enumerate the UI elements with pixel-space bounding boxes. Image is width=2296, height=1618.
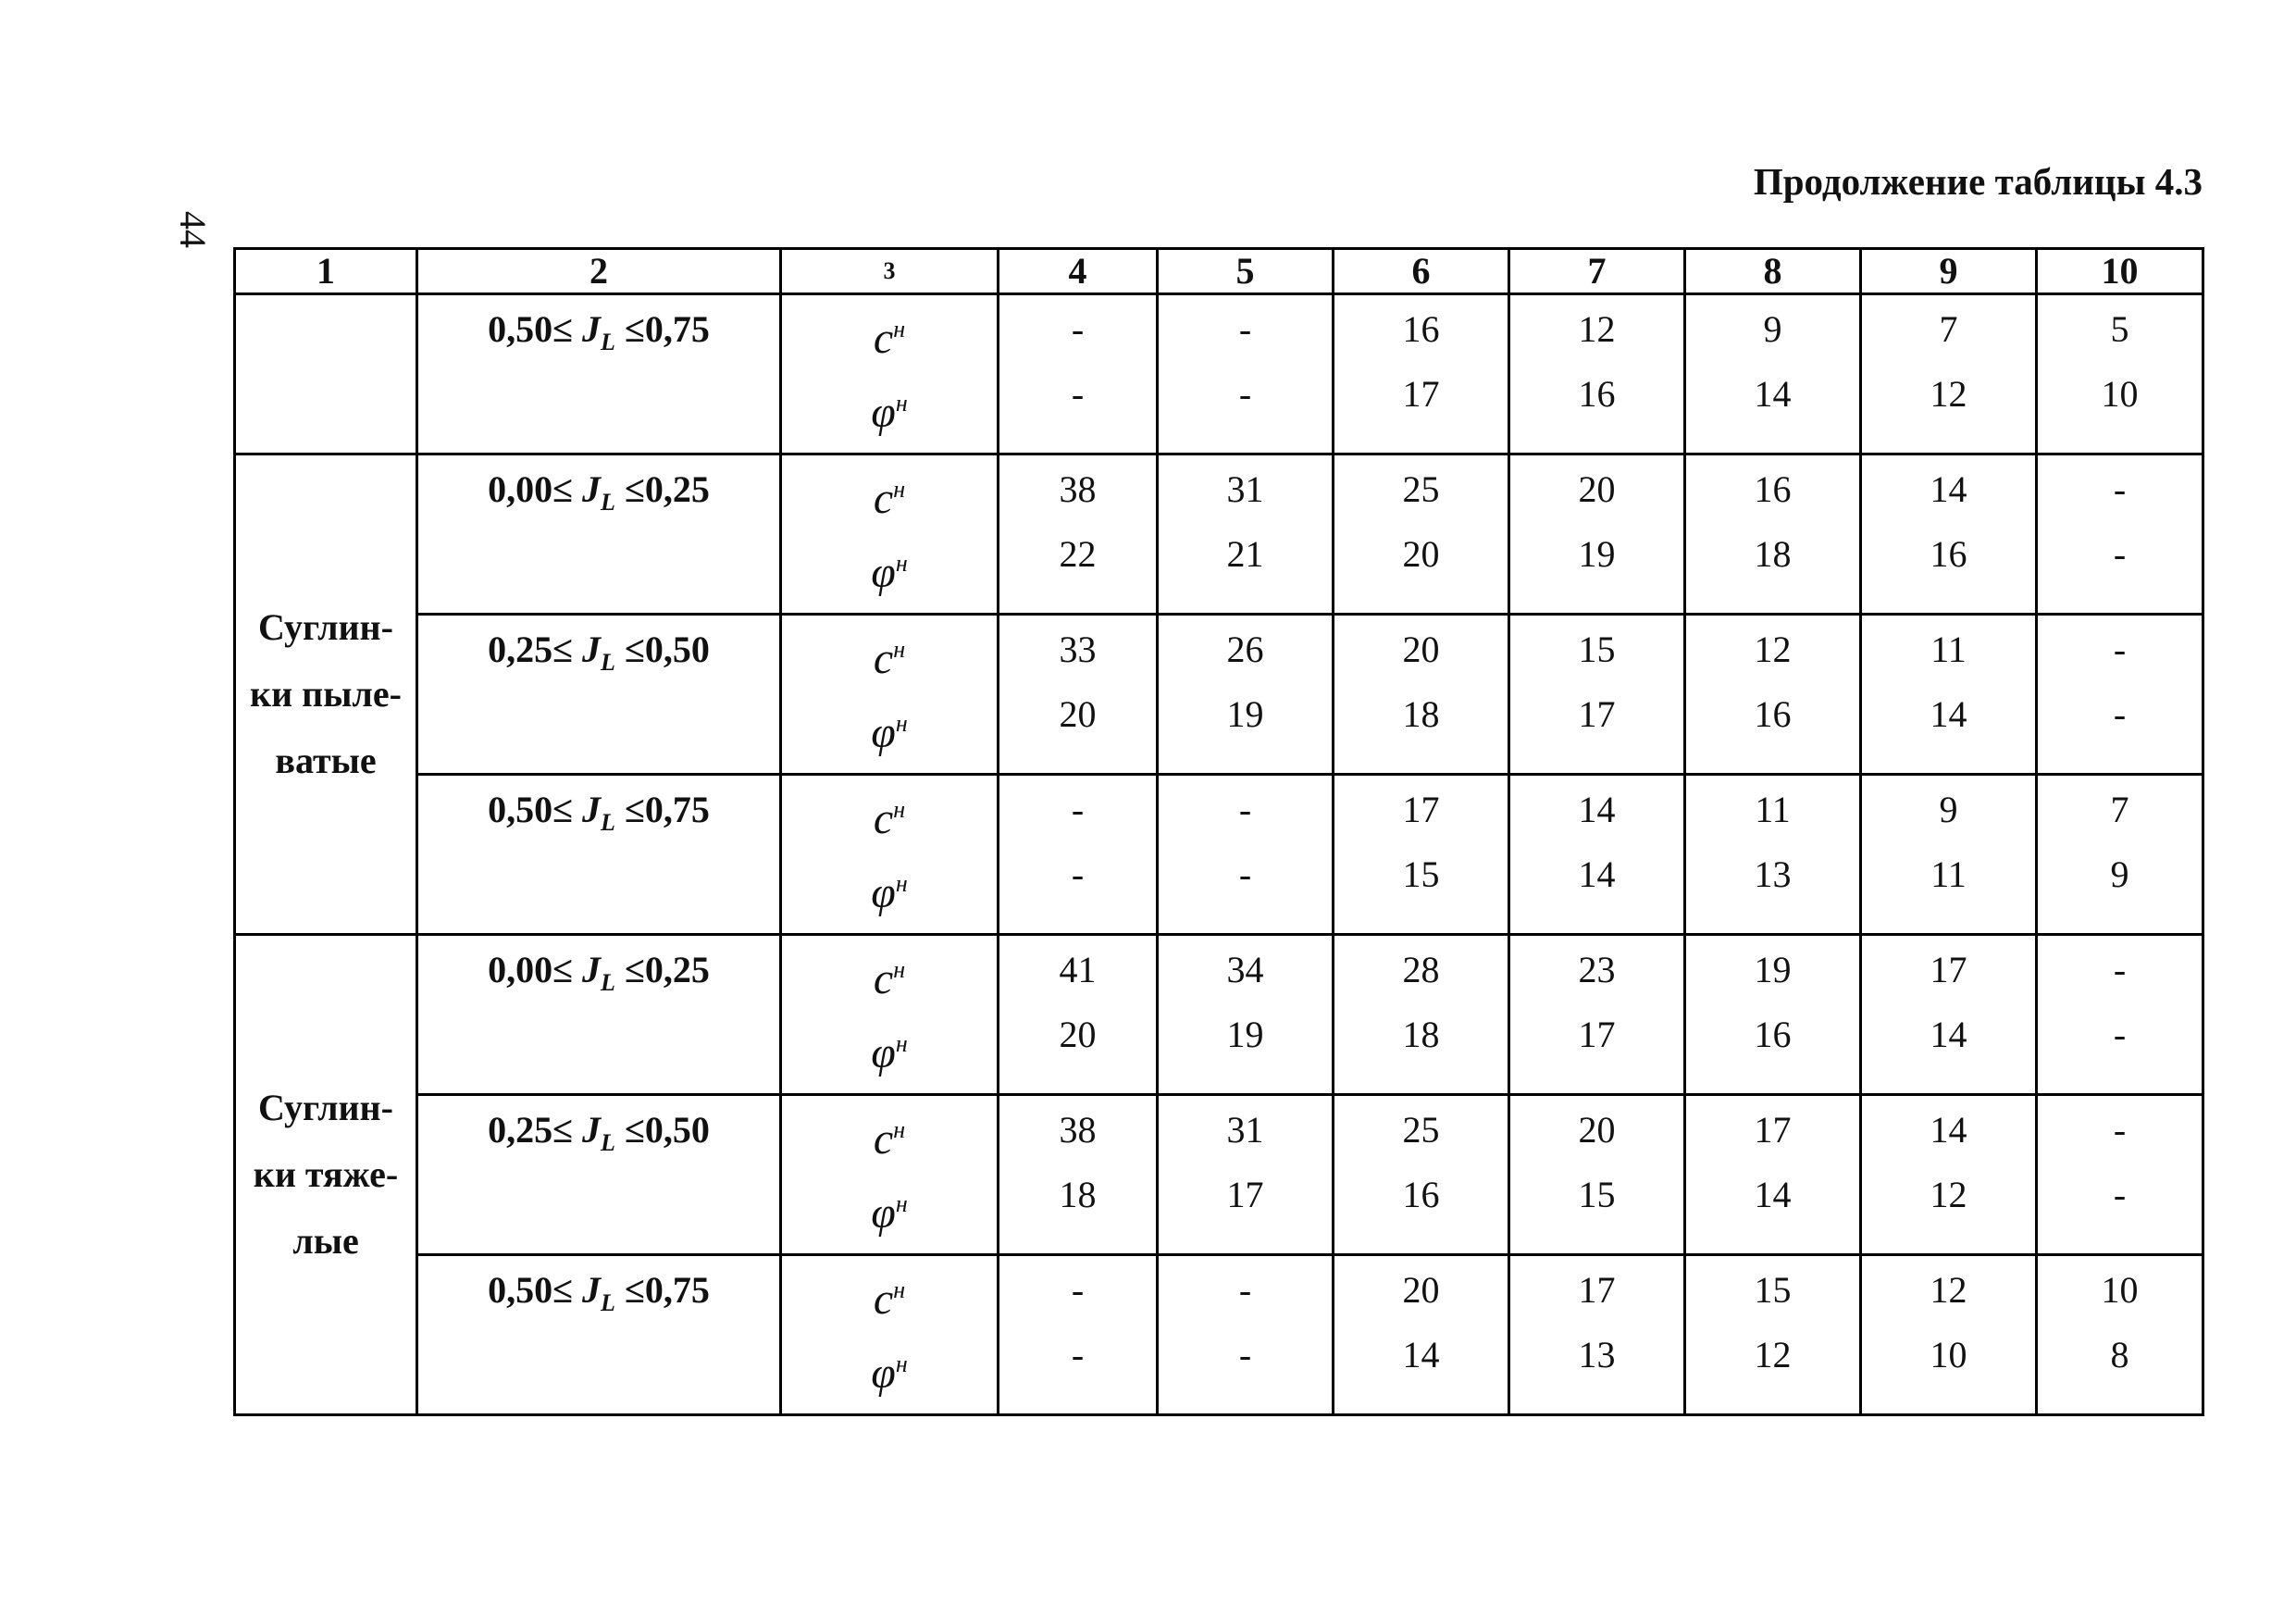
friction-angle-symbol bbox=[782, 691, 997, 765]
cohesion-symbol-superscript: н bbox=[893, 956, 906, 983]
cohesion-symbol-superscript: н bbox=[893, 796, 906, 823]
friction-angle-value: 14 bbox=[1754, 1174, 1792, 1215]
cohesion-symbol-letter: с bbox=[873, 1275, 894, 1324]
cohesion-symbol-letter: с bbox=[873, 474, 894, 523]
cohesion-value: 17 bbox=[1402, 789, 1440, 830]
value-cell bbox=[1509, 1255, 1685, 1415]
column-header: 10 bbox=[2037, 249, 2203, 294]
column-header: 6 bbox=[1334, 249, 1509, 294]
friction-angle-value: 18 bbox=[1402, 1014, 1440, 1055]
table-row bbox=[235, 1095, 2203, 1255]
column-header: 9 bbox=[1861, 249, 2037, 294]
cohesion-symbol bbox=[782, 938, 997, 1012]
range-variable-letter: J bbox=[582, 308, 602, 350]
cohesion-value: 17 bbox=[1754, 1109, 1792, 1151]
friction-angle-symbol-superscript: н bbox=[895, 550, 908, 577]
friction-angle-symbol bbox=[782, 371, 997, 445]
value-cell bbox=[1158, 775, 1334, 935]
cohesion-symbol bbox=[782, 778, 997, 852]
friction-angle-value: - bbox=[1071, 853, 1085, 895]
range-low: 0,00≤ bbox=[488, 468, 574, 510]
cohesion-value: - bbox=[2113, 949, 2127, 990]
cohesion-value: 15 bbox=[1578, 629, 1616, 670]
column-header: 1 bbox=[235, 249, 417, 294]
range-variable-subscript: L bbox=[601, 1129, 615, 1156]
range-variable bbox=[573, 1109, 625, 1156]
friction-angle-value: 17 bbox=[1402, 373, 1440, 415]
friction-angle-value: 22 bbox=[1059, 533, 1097, 575]
friction-angle-value: 20 bbox=[1059, 693, 1097, 735]
cohesion-value: 41 bbox=[1059, 949, 1097, 990]
value-cell bbox=[1861, 615, 2037, 775]
friction-angle-value: 19 bbox=[1578, 533, 1616, 575]
value-cell bbox=[1334, 454, 1509, 615]
friction-angle-value: 17 bbox=[1226, 1174, 1264, 1215]
cohesion-value: - bbox=[1238, 1269, 1252, 1311]
range-variable-subscript: L bbox=[601, 969, 615, 996]
friction-angle-value: 14 bbox=[1402, 1334, 1440, 1375]
friction-angle-value: 21 bbox=[1226, 533, 1264, 575]
table-row bbox=[235, 1255, 2203, 1415]
value-cell bbox=[1509, 775, 1685, 935]
header-row bbox=[235, 249, 2203, 294]
liquidity-index-range bbox=[417, 1255, 781, 1415]
cohesion-value: 5 bbox=[2110, 308, 2129, 350]
friction-angle-symbol-letter: φ bbox=[871, 1028, 896, 1077]
cohesion-symbol-superscript: н bbox=[893, 476, 906, 503]
range-variable-letter: J bbox=[582, 949, 602, 990]
cohesion-value: - bbox=[2113, 629, 2127, 670]
cohesion-value: 28 bbox=[1402, 949, 1440, 990]
cohesion-value: 12 bbox=[1578, 308, 1616, 350]
value-cell bbox=[1158, 454, 1334, 615]
range-variable-letter: J bbox=[582, 1269, 602, 1311]
friction-angle-symbol bbox=[782, 1012, 997, 1086]
value-cell bbox=[1334, 775, 1509, 935]
column-header: 7 bbox=[1509, 249, 1685, 294]
value-cell bbox=[1158, 294, 1334, 454]
cohesion-value: 20 bbox=[1402, 629, 1440, 670]
friction-angle-value: 13 bbox=[1578, 1334, 1616, 1375]
value-cell bbox=[999, 454, 1158, 615]
friction-angle-value: 13 bbox=[1754, 853, 1792, 895]
parameter-symbols bbox=[781, 1095, 999, 1255]
value-cell bbox=[999, 294, 1158, 454]
friction-angle-value: 14 bbox=[1930, 693, 1967, 735]
column-header: 4 bbox=[999, 249, 1158, 294]
friction-angle-value: 16 bbox=[1578, 373, 1616, 415]
range-variable-subscript: L bbox=[601, 649, 615, 676]
friction-angle-symbol-letter: φ bbox=[871, 548, 896, 597]
parameter-symbols bbox=[781, 775, 999, 935]
friction-angle-value: 19 bbox=[1226, 1014, 1264, 1055]
value-cell bbox=[1685, 1255, 1861, 1415]
friction-angle-symbol-superscript: н bbox=[895, 870, 908, 897]
friction-angle-value: - bbox=[2113, 533, 2127, 575]
value-cell bbox=[999, 615, 1158, 775]
cohesion-value: 12 bbox=[1754, 629, 1792, 670]
value-cell bbox=[1685, 454, 1861, 615]
friction-angle-value: - bbox=[1071, 373, 1085, 415]
friction-angle-symbol-letter: φ bbox=[871, 1349, 896, 1398]
cohesion-symbol bbox=[782, 1098, 997, 1172]
range-low: 0,50≤ bbox=[488, 789, 574, 830]
friction-angle-symbol-superscript: н bbox=[895, 1190, 908, 1217]
value-cell bbox=[2037, 1255, 2203, 1415]
value-cell bbox=[999, 935, 1158, 1095]
friction-angle-value: 9 bbox=[2110, 853, 2129, 895]
cohesion-value: 38 bbox=[1059, 468, 1097, 510]
value-cell bbox=[1685, 775, 1861, 935]
range-low: 0,25≤ bbox=[488, 629, 574, 670]
value-cell bbox=[1685, 935, 1861, 1095]
friction-angle-symbol-superscript: н bbox=[895, 1350, 908, 1377]
cohesion-value: 12 bbox=[1930, 1269, 1967, 1311]
soil-group-name bbox=[235, 294, 417, 454]
friction-angle-value: - bbox=[1238, 853, 1252, 895]
friction-angle-value: 10 bbox=[2101, 373, 2139, 415]
friction-angle-value: 12 bbox=[1930, 1174, 1967, 1215]
friction-angle-value: 15 bbox=[1578, 1174, 1616, 1215]
range-variable-letter: J bbox=[582, 468, 602, 510]
cohesion-symbol-superscript: н bbox=[893, 636, 906, 663]
cohesion-value: 15 bbox=[1754, 1269, 1792, 1311]
friction-angle-value: 14 bbox=[1930, 1014, 1967, 1055]
range-variable-subscript: L bbox=[601, 489, 615, 516]
range-high: ≤0,25 bbox=[624, 949, 710, 990]
range-variable bbox=[573, 789, 625, 836]
friction-angle-symbol bbox=[782, 531, 997, 605]
range-high: ≤0,50 bbox=[624, 629, 710, 670]
range-high: ≤0,75 bbox=[624, 308, 710, 350]
value-cell bbox=[1158, 1255, 1334, 1415]
friction-angle-value: 12 bbox=[1754, 1334, 1792, 1375]
value-cell bbox=[1334, 1255, 1509, 1415]
parameter-symbols bbox=[781, 935, 999, 1095]
parameter-symbols bbox=[781, 615, 999, 775]
cohesion-value: - bbox=[1071, 308, 1085, 350]
value-cell bbox=[999, 1255, 1158, 1415]
value-cell bbox=[1861, 1255, 2037, 1415]
friction-angle-value: 8 bbox=[2110, 1334, 2129, 1375]
range-variable-subscript: L bbox=[601, 329, 615, 355]
liquidity-index-range bbox=[417, 775, 781, 935]
friction-angle-value: 16 bbox=[1754, 1014, 1792, 1055]
friction-angle-value: 19 bbox=[1226, 693, 1264, 735]
value-cell bbox=[1509, 294, 1685, 454]
friction-angle-value: 10 bbox=[1930, 1334, 1967, 1375]
value-cell bbox=[2037, 935, 2203, 1095]
friction-angle-value: - bbox=[1071, 1334, 1085, 1375]
friction-angle-value: - bbox=[2113, 1014, 2127, 1055]
friction-angle-value: 11 bbox=[1930, 853, 1967, 895]
column-header: 8 bbox=[1685, 249, 1861, 294]
cohesion-symbol-letter: с bbox=[873, 954, 894, 1003]
friction-angle-value: - bbox=[2113, 693, 2127, 735]
friction-angle-value: 14 bbox=[1578, 853, 1616, 895]
column-header: 3 bbox=[781, 249, 999, 294]
table-row bbox=[235, 935, 2203, 1095]
cohesion-value: 20 bbox=[1578, 1109, 1616, 1151]
value-cell bbox=[1861, 935, 2037, 1095]
range-low: 0,00≤ bbox=[488, 949, 574, 990]
friction-angle-symbol-letter: φ bbox=[871, 388, 896, 437]
value-cell bbox=[999, 1095, 1158, 1255]
range-variable bbox=[573, 629, 625, 676]
value-cell bbox=[1334, 935, 1509, 1095]
range-variable bbox=[573, 1269, 625, 1316]
cohesion-value: 7 bbox=[1939, 308, 1958, 350]
friction-angle-value: 12 bbox=[1930, 373, 1967, 415]
friction-angle-value: - bbox=[2113, 1174, 2127, 1215]
value-cell bbox=[1861, 294, 2037, 454]
column-header: 5 bbox=[1158, 249, 1334, 294]
friction-angle-value: 16 bbox=[1930, 533, 1967, 575]
range-variable bbox=[573, 308, 625, 355]
range-variable-subscript: L bbox=[601, 1289, 615, 1316]
cohesion-value: 11 bbox=[1755, 789, 1791, 830]
value-cell bbox=[2037, 775, 2203, 935]
cohesion-symbol-superscript: н bbox=[893, 316, 906, 342]
cohesion-value: 16 bbox=[1754, 468, 1792, 510]
range-high: ≤0,50 bbox=[624, 1109, 710, 1151]
range-low: 0,50≤ bbox=[488, 308, 574, 350]
cohesion-symbol bbox=[782, 617, 997, 691]
friction-angle-value: 15 bbox=[1402, 853, 1440, 895]
friction-angle-symbol bbox=[782, 852, 997, 926]
parameter-symbols bbox=[781, 454, 999, 615]
cohesion-value: - bbox=[2113, 1109, 2127, 1151]
range-variable-letter: J bbox=[582, 789, 602, 830]
value-cell bbox=[1158, 615, 1334, 775]
range-variable-letter: J bbox=[582, 1109, 602, 1151]
cohesion-value: 23 bbox=[1578, 949, 1616, 990]
cohesion-value: 25 bbox=[1402, 468, 1440, 510]
range-low: 0,50≤ bbox=[488, 1269, 574, 1311]
friction-angle-value: 17 bbox=[1578, 693, 1616, 735]
cohesion-value: - bbox=[1238, 789, 1252, 830]
cohesion-value: 17 bbox=[1930, 949, 1967, 990]
parameter-symbols bbox=[781, 294, 999, 454]
range-variable bbox=[573, 949, 625, 996]
cohesion-symbol bbox=[782, 297, 997, 371]
friction-angle-symbol-superscript: н bbox=[895, 1030, 908, 1057]
friction-angle-symbol bbox=[782, 1332, 997, 1406]
friction-angle-value: 14 bbox=[1754, 373, 1792, 415]
range-low: 0,25≤ bbox=[488, 1109, 574, 1151]
value-cell bbox=[2037, 1095, 2203, 1255]
cohesion-symbol bbox=[782, 1258, 997, 1332]
liquidity-index-range bbox=[417, 294, 781, 454]
friction-angle-symbol-letter: φ bbox=[871, 1189, 896, 1238]
cohesion-value: 9 bbox=[1763, 308, 1782, 350]
cohesion-value: 26 bbox=[1226, 629, 1264, 670]
cohesion-symbol bbox=[782, 457, 997, 531]
cohesion-value: 14 bbox=[1930, 1109, 1967, 1151]
range-high: ≤0,75 bbox=[624, 1269, 710, 1311]
cohesion-value: 20 bbox=[1578, 468, 1616, 510]
cohesion-value: 38 bbox=[1059, 1109, 1097, 1151]
cohesion-symbol-letter: с bbox=[873, 794, 894, 843]
cohesion-value: 11 bbox=[1930, 629, 1967, 670]
liquidity-index-range bbox=[417, 615, 781, 775]
range-variable-letter: J bbox=[582, 629, 602, 670]
friction-angle-value: - bbox=[1238, 1334, 1252, 1375]
cohesion-symbol-letter: с bbox=[873, 634, 894, 683]
soil-group-name: Суглин- ки тяже- лые bbox=[235, 935, 417, 1415]
value-cell bbox=[1158, 935, 1334, 1095]
cohesion-value: 31 bbox=[1226, 1109, 1264, 1151]
cohesion-value: 10 bbox=[2101, 1269, 2139, 1311]
friction-angle-symbol-superscript: н bbox=[895, 390, 908, 417]
friction-angle-value: 17 bbox=[1578, 1014, 1616, 1055]
friction-angle-value: 20 bbox=[1059, 1014, 1097, 1055]
value-cell bbox=[1509, 454, 1685, 615]
friction-angle-value: 16 bbox=[1402, 1174, 1440, 1215]
friction-angle-symbol bbox=[782, 1172, 997, 1246]
cohesion-value: 25 bbox=[1402, 1109, 1440, 1151]
cohesion-value: - bbox=[1071, 789, 1085, 830]
value-cell bbox=[1861, 454, 2037, 615]
range-high: ≤0,75 bbox=[624, 789, 710, 830]
cohesion-symbol-superscript: н bbox=[893, 1276, 906, 1303]
value-cell bbox=[2037, 454, 2203, 615]
value-cell bbox=[1158, 1095, 1334, 1255]
value-cell bbox=[1685, 1095, 1861, 1255]
friction-angle-value: - bbox=[1238, 373, 1252, 415]
cohesion-value: 7 bbox=[2110, 789, 2129, 830]
value-cell bbox=[1509, 935, 1685, 1095]
cohesion-value: 9 bbox=[1939, 789, 1958, 830]
value-cell bbox=[1334, 615, 1509, 775]
cohesion-value: 17 bbox=[1578, 1269, 1616, 1311]
table-row bbox=[235, 615, 2203, 775]
friction-angle-value: 18 bbox=[1059, 1174, 1097, 1215]
cohesion-value: - bbox=[1071, 1269, 1085, 1311]
value-cell bbox=[1334, 1095, 1509, 1255]
table-caption: Продолжение таблицы 4.3 bbox=[1753, 160, 2203, 203]
value-cell bbox=[1509, 615, 1685, 775]
cohesion-value: - bbox=[2113, 468, 2127, 510]
cohesion-symbol-letter: с bbox=[873, 314, 894, 363]
value-cell bbox=[1861, 1095, 2037, 1255]
range-variable-subscript: L bbox=[601, 809, 615, 836]
liquidity-index-range bbox=[417, 1095, 781, 1255]
friction-angle-value: 20 bbox=[1402, 533, 1440, 575]
page-number: 44 bbox=[172, 211, 214, 248]
cohesion-value: - bbox=[1238, 308, 1252, 350]
value-cell bbox=[1861, 775, 2037, 935]
value-cell bbox=[2037, 294, 2203, 454]
value-cell bbox=[1685, 615, 1861, 775]
cohesion-symbol-letter: с bbox=[873, 1114, 894, 1164]
friction-angle-value: 18 bbox=[1402, 693, 1440, 735]
liquidity-index-range bbox=[417, 454, 781, 615]
soil-group-name: Суглин- ки пыле- ватые bbox=[235, 454, 417, 935]
parameter-symbols bbox=[781, 1255, 999, 1415]
friction-angle-symbol-superscript: н bbox=[895, 710, 908, 737]
liquidity-index-range bbox=[417, 935, 781, 1095]
value-cell bbox=[1334, 294, 1509, 454]
cohesion-value: 19 bbox=[1754, 949, 1792, 990]
cohesion-value: 16 bbox=[1402, 308, 1440, 350]
cohesion-symbol-superscript: н bbox=[893, 1116, 906, 1143]
friction-angle-symbol-letter: φ bbox=[871, 708, 896, 757]
friction-angle-value: 16 bbox=[1754, 693, 1792, 735]
table-row bbox=[235, 775, 2203, 935]
range-variable bbox=[573, 468, 625, 516]
cohesion-value: 14 bbox=[1578, 789, 1616, 830]
cohesion-value: 34 bbox=[1226, 949, 1264, 990]
range-high: ≤0,25 bbox=[624, 468, 710, 510]
cohesion-value: 31 bbox=[1226, 468, 1264, 510]
value-cell bbox=[1685, 294, 1861, 454]
cohesion-value: 20 bbox=[1402, 1269, 1440, 1311]
column-header: 2 bbox=[417, 249, 781, 294]
value-cell bbox=[999, 775, 1158, 935]
cohesion-value: 14 bbox=[1930, 468, 1967, 510]
cohesion-value: 33 bbox=[1059, 629, 1097, 670]
data-table bbox=[233, 247, 2204, 1416]
value-cell bbox=[2037, 615, 2203, 775]
table-row bbox=[235, 454, 2203, 615]
friction-angle-symbol-letter: φ bbox=[871, 868, 896, 917]
friction-angle-value: 18 bbox=[1754, 533, 1792, 575]
value-cell bbox=[1509, 1095, 1685, 1255]
table-row bbox=[235, 294, 2203, 454]
